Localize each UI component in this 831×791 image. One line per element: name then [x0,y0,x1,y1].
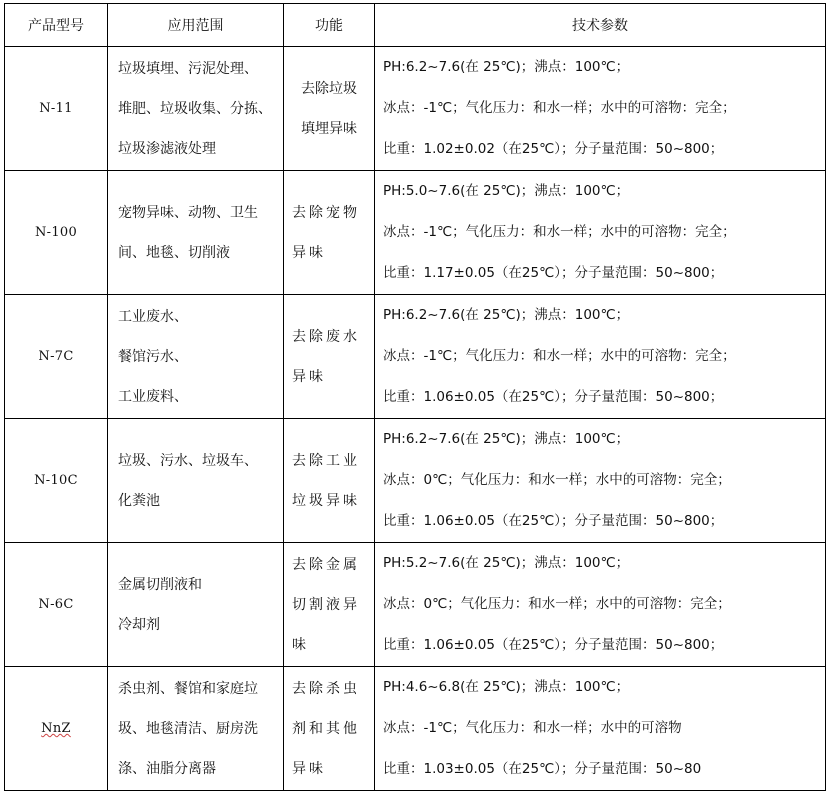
application-cell [108,543,284,667]
application-line: 间、地毯、切削液 [118,244,230,261]
table-row [5,295,826,419]
application-line: 涤、油脂分离器 [118,760,216,777]
function-cell [284,171,375,295]
tech-params-cell [375,419,826,543]
function-line: 异味 [292,368,326,385]
function-line: 味 [292,636,309,653]
tech-line: 比重：1.03±0.05（在25℃）；分子量范围：50~80 [383,761,702,777]
model-name: NnZ [41,721,71,736]
model-cell [5,47,108,171]
application-line: 垃圾、污水、垃圾车、 [118,452,258,469]
application-cell [108,171,284,295]
header-model: 产品型号 [5,4,108,47]
function-line: 异味 [292,244,326,261]
tech-line: 比重：1.17±0.05（在25℃）；分子量范围：50~800； [383,265,724,281]
tech-line: 冰点：-1℃；气化压力：和水一样；水中的可溶物 [383,720,682,736]
tech-line: 冰点：-1℃；气化压力：和水一样；水中的可溶物：完全； [383,224,736,240]
tech-line: 比重：1.02±0.02（在25℃）；分子量范围：50~800； [383,141,724,157]
application-line: 金属切削液和 [118,576,202,593]
function-line: 垃圾异味 [292,492,360,509]
model-name: N-7C [38,349,74,364]
function-line: 去除垃圾 [301,80,357,97]
table-row [5,47,826,171]
table-row [5,419,826,543]
function-cell [284,419,375,543]
model-name: N-6C [38,597,74,612]
function-cell [284,543,375,667]
tech-line: 冰点：-1℃；气化压力：和水一样；水中的可溶物：完全； [383,348,736,364]
application-line: 垃圾填埋、污泥处理、 [118,60,258,77]
header-tech-params: 技术参数 [375,4,826,47]
function-line: 去除宠物 [292,204,360,221]
tech-line: PH:5.2~7.6(在 25℃)；沸点：100℃； [383,555,630,571]
function-line: 填埋异味 [301,120,357,137]
application-cell [108,295,284,419]
function-line: 去除工业 [292,452,360,469]
application-line: 杀虫剂、餐馆和家庭垃 [118,680,258,697]
function-line: 切割液异 [292,596,360,613]
table-row [5,667,826,791]
tech-params-cell [375,47,826,171]
tech-line: PH:6.2~7.6(在 25℃)；沸点：100℃； [383,307,630,323]
model-cell [5,419,108,543]
tech-params-cell [375,543,826,667]
model-name: N-10C [34,473,78,488]
tech-line: PH:4.6~6.8(在 25℃)；沸点：100℃； [383,679,630,695]
model-cell [5,171,108,295]
application-line: 圾、地毯清洁、厨房洗 [118,720,258,737]
application-line: 堆肥、垃圾收集、分拣、 [118,100,272,117]
tech-params-cell [375,171,826,295]
tech-params-cell [375,295,826,419]
application-cell [108,47,284,171]
function-line: 去除杀虫 [292,680,360,697]
tech-params-cell [375,667,826,791]
tech-line: PH:6.2~7.6(在 25℃)；沸点：100℃； [383,431,630,447]
function-line: 异味 [292,760,326,777]
tech-line: PH:5.0~7.6(在 25℃)；沸点：100℃； [383,183,630,199]
function-line: 去除金属 [292,556,360,573]
function-cell [284,667,375,791]
application-line: 餐馆污水、 [118,348,188,365]
header-function: 功能 [284,4,375,47]
model-cell [5,667,108,791]
tech-line: 冰点：0℃；气化压力：和水一样；水中的可溶物：完全； [383,596,731,612]
application-line: 垃圾渗滤液处理 [118,140,216,157]
application-cell [108,667,284,791]
tech-line: 冰点：-1℃；气化压力：和水一样；水中的可溶物：完全； [383,100,736,116]
application-cell [108,419,284,543]
table-row [5,543,826,667]
application-line: 宠物异味、动物、卫生 [118,204,258,221]
function-line: 去除废水 [292,328,360,345]
tech-line: 比重：1.06±0.05（在25℃）；分子量范围：50~800； [383,389,724,405]
function-line: 剂和其他 [292,720,360,737]
tech-line: PH:6.2~7.6(在 25℃)；沸点：100℃； [383,59,630,75]
tech-line: 冰点：0℃；气化压力：和水一样；水中的可溶物：完全； [383,472,731,488]
model-name: N-100 [34,225,78,240]
application-line: 工业废水、 [118,308,188,325]
product-spec-table [4,3,826,791]
application-line: 化粪池 [118,492,160,509]
header-row [5,4,826,47]
model-cell [5,543,108,667]
application-line: 工业废料、 [118,388,188,405]
function-cell [284,295,375,419]
header-application: 应用范围 [108,4,284,47]
tech-line: 比重：1.06±0.05（在25℃）；分子量范围：50~800； [383,637,724,653]
tech-line: 比重：1.06±0.05（在25℃）；分子量范围：50~800； [383,513,724,529]
model-name: N-11 [39,101,73,116]
table-row [5,171,826,295]
application-line: 冷却剂 [118,616,160,633]
model-cell [5,295,108,419]
function-cell [284,47,375,171]
